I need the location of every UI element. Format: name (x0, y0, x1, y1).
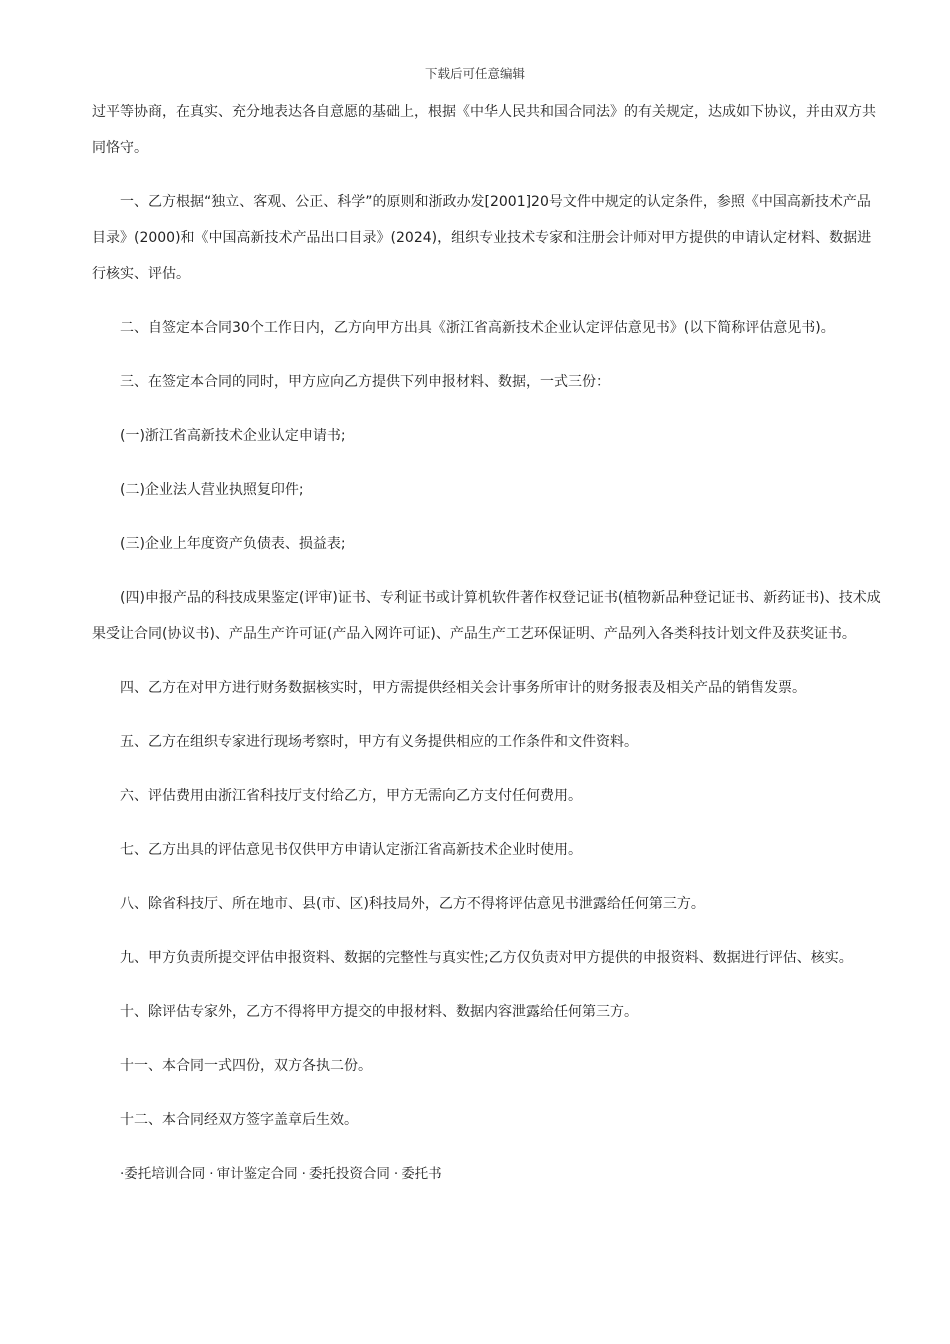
link-power-of-attorney[interactable]: 委托书 (401, 1166, 442, 1182)
clause-6: 六、评估费用由浙江省科技厅支付给乙方，甲方无需向乙方支付任何费用。 (120, 788, 582, 804)
bullet-dot: · (209, 1166, 214, 1182)
bullet-dot: · (301, 1166, 306, 1182)
bullet-dot: · (393, 1166, 399, 1182)
related-links (92, 1156, 882, 1192)
clause-12: 十二、本合同经双方签字盖章后生效。 (120, 1112, 358, 1128)
bullet-dot: · (120, 1166, 125, 1182)
clause-3-item-4: (四)申报产品的科技成果鉴定(评审)证书、专利证书或计算机软件著作权登记证书(植物新品种登记证书、新药证书)、技术成果受让合同(协议书)、产品生产许可证(产品入网许可证)、产品生产工艺环保证明、产品列入各类科技计划文件及获奖证书。 (92, 590, 881, 642)
clause-4: 四、乙方在对甲方进行财务数据核实时，甲方需提供经相关会计事务所审计的财务报表及相关产品的销售发票。 (120, 680, 806, 696)
clause-2: 二、自签定本合同30个工作日内，乙方向甲方出具《浙江省高新技术企业认定评估意见书》(以下简称评估意见书)。 (120, 320, 835, 336)
clause-3-item-3: (三)企业上年度资产负债表、损益表; (120, 536, 346, 552)
clause-7: 七、乙方出具的评估意见书仅供甲方申请认定浙江省高新技术企业时使用。 (120, 842, 582, 858)
document-body (92, 94, 882, 1192)
clause-8: 八、除省科技厅、所在地市、县(市、区)科技局外，乙方不得将评估意见书泄露给任何第三方。 (120, 896, 705, 912)
link-training-contract[interactable]: 委托培训合同 (124, 1166, 206, 1182)
clause-3: 三、在签定本合同的同时，甲方应向乙方提供下列申报材料、数据，一式三份： (120, 374, 610, 390)
clause-1: 一、乙方根据“独立、客观、公正、科学”的原则和浙政办发[2001]20号文件中规定的认定条件，参照《中国高新技术产品目录》(2000)和《中国高新技术产品出口目录》(2024)，组织专业技术专家和注册会计师对甲方提供的申请认定材料、数据进行核实、评估。 (92, 194, 872, 282)
clause-11: 十一、本合同一式四份，双方各执二份。 (120, 1058, 372, 1074)
clause-5: 五、乙方在组织专家进行现场考察时，甲方有义务提供相应的工作条件和文件资料。 (120, 734, 638, 750)
clause-3-item-2: (二)企业法人营业执照复印件; (120, 482, 304, 498)
link-investment-contract[interactable]: 委托投资合同 (308, 1166, 390, 1182)
page-header: 下载后可任意编辑 (424, 66, 525, 81)
clause-3-item-1: (一)浙江省高新技术企业认定申请书; (120, 428, 346, 444)
intro-paragraph: 过平等协商，在真实、充分地表达各自意愿的基础上，根据《中华人民共和国合同法》的有关规定，达成如下协议，并由双方共同恪守。 (92, 104, 876, 156)
clause-10: 十、除评估专家外，乙方不得将甲方提交的申报材料、数据内容泄露给任何第三方。 (120, 1004, 638, 1020)
clause-9: 九、甲方负责所提交评估申报资料、数据的完整性与真实性;乙方仅负责对甲方提供的申报资料、数据进行评估、核实。 (120, 950, 853, 966)
link-audit-contract[interactable]: 审计鉴定合同 (216, 1166, 298, 1182)
